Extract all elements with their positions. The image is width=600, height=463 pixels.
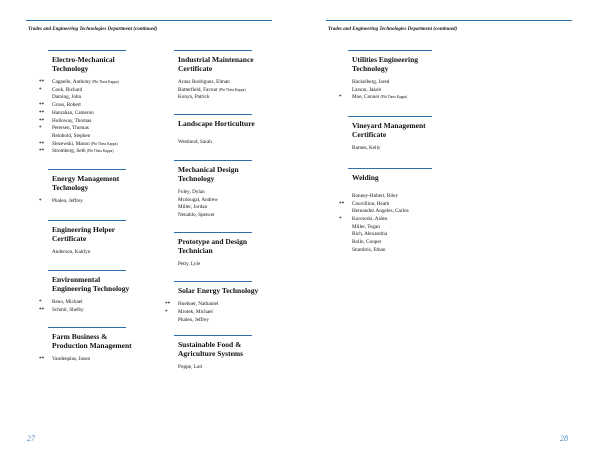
- graduate-name: Westlund, Sarah: [178, 139, 212, 146]
- program-title: Electro-Mechanical Technology: [52, 55, 115, 73]
- graduate-name: Miller, Jordan: [178, 204, 208, 211]
- honor-society-note: (Phi Theta Kappa): [92, 80, 119, 84]
- section-rule: [174, 281, 252, 282]
- program-section: [39, 169, 172, 206]
- program-title: Prototype and Design Technician: [178, 236, 248, 255]
- graduate-list: [39, 355, 172, 364]
- graduate-name: * Kurowski, Aiden: [339, 215, 388, 222]
- graduate-name: Bonney-Hubert, Riley: [352, 192, 399, 199]
- honor-society-note: (Phi Theta Kappa): [86, 149, 114, 154]
- page-number: 27: [27, 434, 35, 443]
- graduate-name: * Mrotek, Michael: [165, 309, 213, 316]
- program-section: [178, 50, 298, 102]
- program-section: [178, 232, 298, 269]
- graduate-name: Konyn, Patrick: [178, 94, 210, 101]
- graduate-name: ** Stromberg, Seth (Phi Theta Kappa): [39, 148, 114, 155]
- graduate-list: [165, 301, 298, 324]
- section-rule: [348, 50, 432, 51]
- program-section: [178, 335, 298, 372]
- department-header: Trades and Engineering Technologies Department (continued): [328, 27, 458, 32]
- program-title: Vineyard Management Certificate: [352, 121, 426, 140]
- honors-mark: **: [39, 148, 45, 155]
- graduate-name: Daming, John: [52, 94, 82, 101]
- section-rule: [48, 220, 126, 221]
- program-section: [39, 270, 172, 314]
- program-section: [178, 160, 298, 220]
- section-rule: [348, 168, 432, 169]
- honors-mark: *: [39, 86, 42, 93]
- graduate-list: [52, 249, 172, 257]
- graduate-name: ** Schmit, Shelby: [39, 307, 84, 314]
- department-header: Trades and Engineering Technologies Department (continued): [28, 27, 158, 32]
- page-number: 28: [560, 434, 568, 443]
- graduate-name: Poppe, Lori: [178, 364, 203, 371]
- graduate-name: Hernandez Angeles, Carlos: [352, 208, 409, 215]
- program-section: [352, 116, 472, 153]
- left-column-1: [39, 50, 172, 364]
- honors-mark: **: [39, 109, 45, 116]
- graduate-list: [339, 192, 472, 255]
- graduate-name: * Reno, Michael: [39, 299, 83, 306]
- section-rule: [48, 169, 126, 170]
- graduate-list: [178, 261, 298, 269]
- graduate-name: Nenahlo, Spencer: [178, 211, 215, 218]
- graduate-name: Barnes, Kelly: [352, 145, 381, 152]
- program-section: [339, 50, 472, 102]
- graduate-list: [39, 198, 172, 206]
- honors-mark: **: [339, 200, 345, 207]
- program-title: Energy Management Technology: [52, 174, 120, 193]
- graduate-name: Arauz Rodriguez, Elman: [178, 79, 230, 85]
- graduate-name: * Petersen, Thomas: [39, 125, 89, 132]
- program-section: [52, 220, 172, 257]
- graduate-name: Reinhold, Stephen: [52, 132, 91, 139]
- section-rule: [348, 116, 432, 117]
- honor-society-note: (Phi Theta Kappa): [219, 87, 246, 92]
- program-title: Farm Business & Production Management: [52, 331, 132, 350]
- program-section: [339, 168, 472, 255]
- graduate-name: ** Slezewski, Mason (Phi Theta Kappa): [39, 140, 118, 147]
- graduate-list: [178, 189, 298, 220]
- honors-mark: *: [339, 94, 342, 101]
- honors-mark: *: [39, 299, 42, 306]
- graduate-name: ** Hanrahan, Cameron: [39, 109, 94, 116]
- graduate-name: Rich, Alexandria: [352, 231, 388, 238]
- graduate-list: [178, 139, 298, 147]
- program-title: Utilities Engineering Technology: [352, 55, 419, 73]
- honors-mark: **: [39, 79, 45, 85]
- right-page: [300, 0, 600, 463]
- graduate-list: [39, 79, 172, 156]
- program-title: Industrial Maintenance Certificate: [178, 55, 254, 73]
- program-title: Landscape Horticulture: [178, 119, 255, 129]
- graduate-name: Rollo, Cooper: [352, 239, 382, 246]
- section-rule: [48, 327, 126, 328]
- honors-mark: *: [339, 215, 342, 222]
- honors-mark: **: [39, 140, 45, 147]
- graduate-name: ** Holloway, Thomas: [39, 117, 92, 124]
- program-title: Mechanical Design Technology: [178, 164, 239, 183]
- section-rule: [174, 114, 252, 115]
- graduate-name: * Moe, Conner (Phi Theta Kappa): [339, 94, 408, 101]
- honors-mark: *: [39, 198, 42, 205]
- graduate-name: Miller, Tegan: [352, 223, 380, 230]
- graduate-list: [178, 79, 298, 102]
- honors-mark: **: [39, 102, 45, 109]
- program-title: Environmental Engineering Technology: [52, 275, 130, 294]
- right-column-1: [339, 50, 472, 254]
- graduate-name: Larson, Jakob: [352, 86, 382, 93]
- section-rule: [174, 160, 252, 161]
- program-title: Engineering Helper Certificate: [52, 224, 116, 243]
- graduate-name: Hackelberg, Jared: [352, 79, 390, 85]
- header-rule: [26, 20, 272, 21]
- graduate-name: Foley, Dylan: [178, 188, 205, 195]
- honors-mark: **: [39, 117, 45, 124]
- honors-mark: *: [39, 125, 42, 132]
- program-section: [165, 281, 298, 324]
- graduate-list: [339, 79, 472, 102]
- graduate-name: ** Couvillion, Heath: [339, 200, 390, 207]
- honor-society-note: (Phi Theta Kappa): [380, 95, 408, 100]
- honor-society-note: (Phi Theta Kappa): [91, 141, 118, 146]
- program-title: Solar Energy Technology: [178, 286, 259, 296]
- graduate-list: [352, 145, 472, 153]
- graduate-name: Stumbris, Ethan: [352, 246, 386, 253]
- honors-mark: **: [39, 307, 45, 314]
- program-title: Sustainable Food & Agriculture Systems: [178, 340, 244, 359]
- program-section: [39, 327, 172, 364]
- graduate-name: Anderson, Kaitlyn: [52, 248, 91, 255]
- honors-mark: *: [165, 309, 168, 316]
- graduate-name: * Cook, Richard: [39, 86, 83, 93]
- graduate-list: [178, 364, 298, 372]
- section-rule: [174, 50, 252, 51]
- honors-mark: **: [39, 355, 45, 362]
- section-rule: [174, 335, 252, 336]
- graduate-name: Phalen, Jeffrey: [178, 316, 210, 323]
- program-section: [178, 114, 298, 147]
- graduate-name: Petty, Lyle: [178, 260, 201, 267]
- graduate-name: ** Vandenplas, Jason: [39, 355, 91, 362]
- header-rule: [326, 20, 572, 21]
- graduate-name: ** Gross, Robert: [39, 102, 81, 109]
- graduate-name: ** Cappelle, Anthony (Phi Theta Kappa): [39, 79, 119, 85]
- graduate-name: Butterfield, Favour (Phi Theta Kappa): [178, 86, 246, 93]
- graduate-name: Mcdougal, Andrew: [178, 196, 219, 203]
- honors-mark: **: [165, 301, 171, 308]
- graduate-name: ** Huebner, Nathaniel: [165, 301, 219, 308]
- section-rule: [174, 232, 252, 233]
- program-title: Welding: [352, 172, 379, 182]
- left-column-2: [165, 50, 298, 372]
- graduate-list: [39, 299, 172, 314]
- section-rule: [48, 50, 126, 51]
- graduate-name: * Phalen, Jeffrey: [39, 198, 84, 205]
- section-rule: [48, 270, 126, 271]
- program-section: [39, 50, 172, 156]
